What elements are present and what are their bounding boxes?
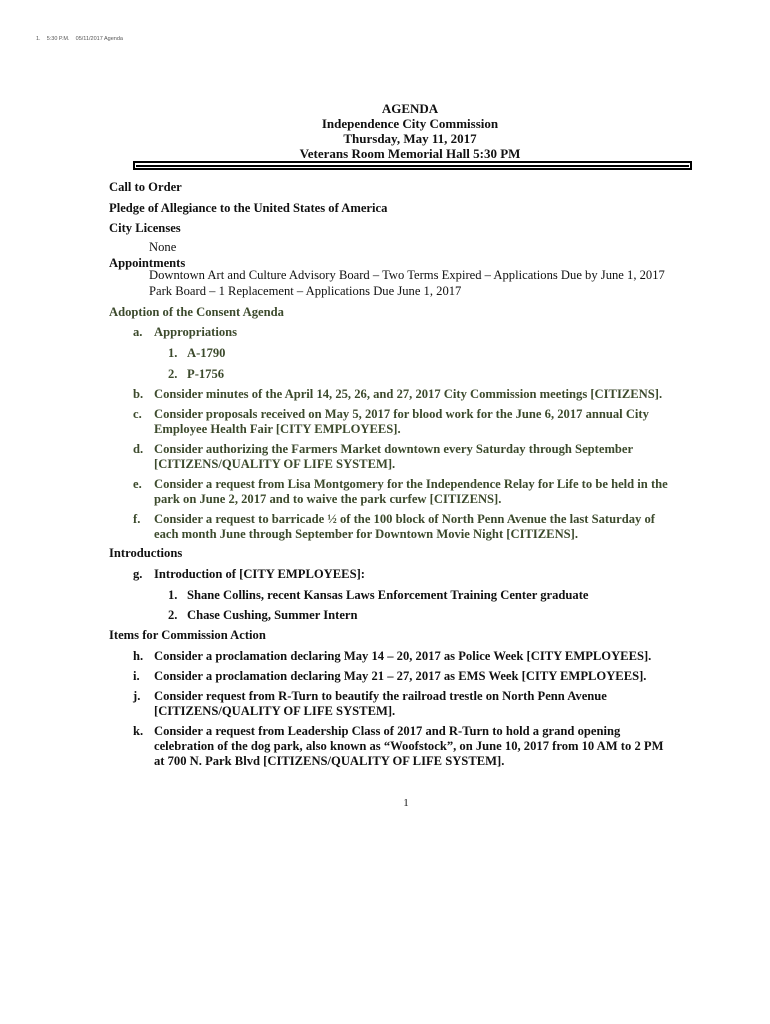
appointments-heading: Appointments xyxy=(109,256,186,270)
item-label: h. xyxy=(133,649,144,663)
item-label: c. xyxy=(133,407,142,421)
consent-item-d-cont: [CITIZENS/QUALITY OF LIFE SYSTEM]. xyxy=(154,457,396,471)
item-label: b. xyxy=(133,387,144,401)
commission-name: Independence City Commission xyxy=(321,116,499,131)
appropriations-item: Appropriations xyxy=(154,325,238,339)
intro-item-g: Introduction of [CITY EMPLOYEES]: xyxy=(154,567,365,581)
sub-item-label: 1. xyxy=(168,346,178,360)
consent-item-e-cont: park on June 2, 2017 and to waive the park curfew [CITIZENS]. xyxy=(154,492,502,506)
appointment-item: Downtown Art and Culture Advisory Board – Two Terms Expired – Applications Due by June 1, 2017 xyxy=(149,268,665,282)
city-licenses-heading: City Licenses xyxy=(109,221,181,235)
item-label: e. xyxy=(133,477,142,491)
consent-agenda-heading: Adoption of the Consent Agenda xyxy=(109,305,284,319)
consent-item-c-cont: Employee Health Fair [CITY EMPLOYEES]. xyxy=(154,422,401,436)
running-header: 1. 5:30 P.M. 05/11/2017 Agenda xyxy=(36,36,123,42)
consent-item-f: Consider a request to barricade ½ of the 100 block of North Penn Avenue the last Saturday of xyxy=(154,512,655,526)
appropriation-a1790: A-1790 xyxy=(187,346,226,360)
header-double-rule xyxy=(133,161,692,170)
commission-action-heading: Items for Commission Action xyxy=(109,628,266,642)
consent-item-f-cont: each month June through September for Downtown Movie Night [CITIZENS]. xyxy=(154,527,579,541)
item-label: g. xyxy=(133,567,143,581)
consent-item-c: Consider proposals received on May 5, 2017 for blood work for the June 6, 2017 annual City xyxy=(154,407,649,421)
appropriation-p1756: P-1756 xyxy=(187,367,225,381)
action-item-k-cont: at 700 N. Park Blvd [CITIZENS/QUALITY OF LIFE SYSTEM]. xyxy=(154,754,505,768)
action-item-j: Consider request from R-Turn to beautify the railroad trestle on North Penn Avenue xyxy=(154,689,607,703)
action-item-h: Consider a proclamation declaring May 14 – 20, 2017 as Police Week [CITY EMPLOYEES]. xyxy=(154,649,652,663)
intro-chase-cushing: Chase Cushing, Summer Intern xyxy=(187,608,358,622)
item-label: k. xyxy=(133,724,144,738)
pledge-heading: Pledge of Allegiance to the United States of America xyxy=(109,201,388,215)
sub-item-label: 2. xyxy=(168,367,178,381)
item-label: f. xyxy=(133,512,141,526)
city-licenses-none: None xyxy=(149,240,177,254)
consent-item-d: Consider authorizing the Farmers Market downtown every Saturday through September xyxy=(154,442,634,456)
item-label: j. xyxy=(133,689,141,703)
agenda-title: AGENDA xyxy=(381,101,439,116)
introductions-heading: Introductions xyxy=(109,546,183,560)
consent-item-e: Consider a request from Lisa Montgomery for the Independence Relay for Life to be held in the xyxy=(154,477,668,491)
call-to-order-heading: Call to Order xyxy=(109,180,182,194)
action-item-k-cont: celebration of the dog park, also known as “Woofstock”, on June 10, 2017 from 10 AM to 2 PM xyxy=(154,739,664,753)
action-item-i: Consider a proclamation declaring May 21 – 27, 2017 as EMS Week [CITY EMPLOYEES]. xyxy=(154,669,647,683)
appointment-item: Park Board – 1 Replacement – Applications Due June 1, 2017 xyxy=(149,284,462,298)
meeting-date: Thursday, May 11, 2017 xyxy=(343,131,477,146)
page-number: 1 xyxy=(403,797,409,809)
action-item-j-cont: [CITIZENS/QUALITY OF LIFE SYSTEM]. xyxy=(154,704,396,718)
item-label: a. xyxy=(133,325,143,339)
consent-item-b: Consider minutes of the April 14, 25, 26, and 27, 2017 City Commission meetings [CITIZENS]. xyxy=(154,387,663,401)
intro-shane-collins: Shane Collins, recent Kansas Laws Enforcement Training Center graduate xyxy=(187,588,589,602)
item-label: d. xyxy=(133,442,144,456)
action-item-k: Consider a request from Leadership Class of 2017 and R-Turn to hold a grand opening xyxy=(154,724,621,738)
item-label: i. xyxy=(133,669,140,683)
meeting-location: Veterans Room Memorial Hall 5:30 PM xyxy=(299,146,521,161)
sub-item-label: 2. xyxy=(168,608,178,622)
sub-item-label: 1. xyxy=(168,588,178,602)
